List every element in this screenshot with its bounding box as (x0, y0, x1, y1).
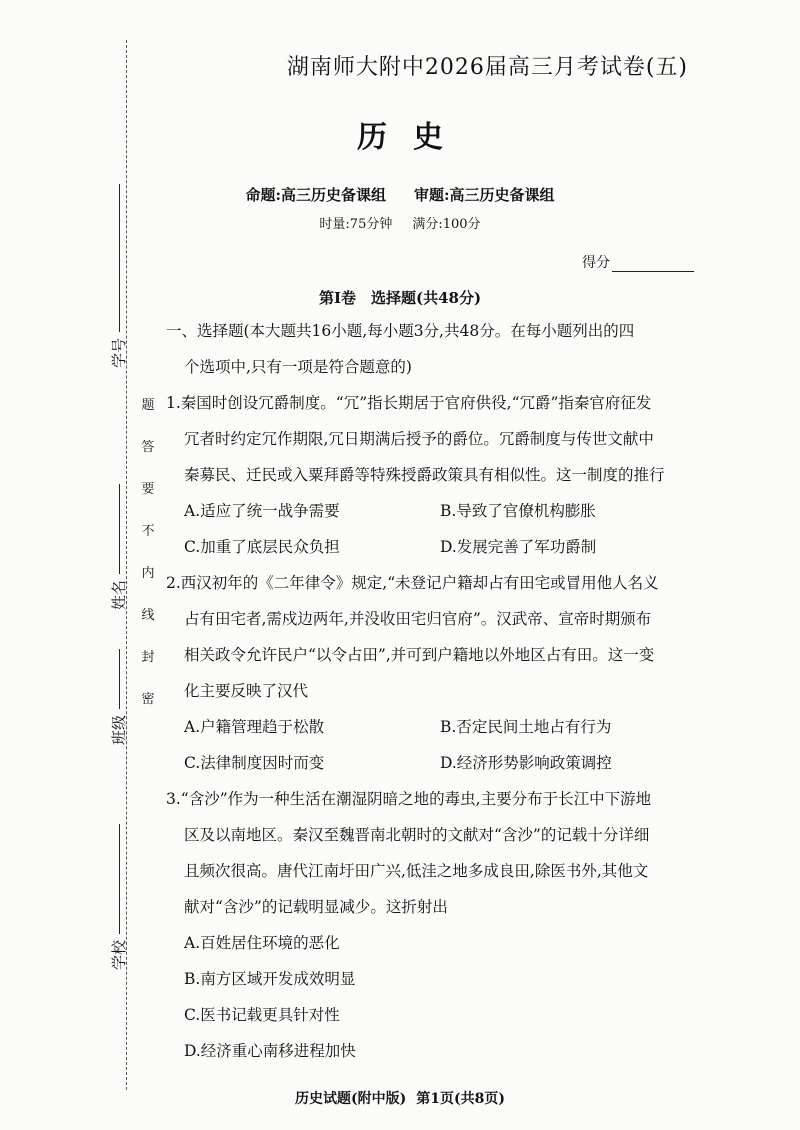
option-c[interactable]: C.法律制度因时而变 (184, 754, 325, 772)
page-footer (0, 1088, 800, 1108)
options-row (166, 709, 696, 745)
exam-title: 湖南师大附中2026届高三月考试卷(五) (286, 55, 688, 80)
binding-margin (0, 0, 160, 1130)
seal-char: 封 (141, 650, 155, 665)
question-stem-line: 且频次很高。唐代江南圩田广兴,低洼之地多成良田,除医书外,其他文 (184, 862, 649, 880)
options-row (166, 493, 696, 529)
class-field (108, 649, 129, 745)
student-id-label: 学号 (110, 337, 128, 368)
name-field (108, 484, 129, 610)
question-stem-line: 献对“含沙”的记载明显减少。这折射出 (184, 898, 448, 916)
seal-char: 不 (141, 524, 155, 539)
reviewer: 审题:高三历史备课组 (414, 186, 555, 204)
school-blank[interactable] (118, 824, 120, 934)
authors-line (0, 184, 800, 205)
class-label: 班级 (110, 714, 128, 745)
question-stem-line: 冗者时约定冗作期限,冗日期满后授予的爵位。冗爵制度与传世文献中 (184, 430, 654, 448)
student-id-blank[interactable] (118, 184, 120, 332)
option-a[interactable]: A.百姓居住环境的恶化 (184, 934, 340, 952)
seal-char: 题 (141, 398, 155, 413)
seal-char: 线 (141, 608, 155, 623)
proposer: 命题:高三历史备课组 (245, 186, 386, 204)
section-title: 第Ⅰ卷 选择题(共48分) (318, 289, 482, 307)
section-instruction-cont: 个选项中,只有一项是符合题意的) (184, 358, 412, 376)
full-score: 满分:100分 (412, 217, 481, 232)
option-b[interactable]: B.南方区域开发成效明显 (184, 970, 356, 988)
option-b[interactable]: B.导致了官僚机构膨胀 (440, 502, 596, 520)
option-a[interactable]: A.户籍管理趋于松散 (184, 718, 325, 736)
question-stem-line: 秦募民、迁民或入粟拜爵等特殊授爵政策具有相似性。这一制度的推行 (184, 466, 665, 484)
options-row (166, 529, 696, 565)
question-stem-line: 区及以南地区。秦汉至魏晋南北朝时的文献对“含沙”的记载十分详细 (184, 826, 650, 844)
school-label: 学校 (110, 939, 128, 970)
options-row (166, 745, 696, 781)
student-id-field (108, 184, 129, 368)
option-c[interactable]: C.医书记载更具针对性 (184, 1006, 340, 1024)
exam-info-line (0, 213, 800, 232)
option-d[interactable]: D.经济重心南移进程加快 (184, 1042, 356, 1060)
score-label: 得分 (582, 255, 610, 271)
page-number: 第1页(共8页) (416, 1091, 505, 1107)
question-2 (166, 565, 696, 781)
option-c[interactable]: C.加重了底层民众负担 (184, 538, 340, 556)
section-instruction: 一、选择题(本大题共16小题,每小题3分,共48分。在每小题列出的四 (166, 322, 635, 340)
question-stem-line: 相关政令允许民户“以令占田”,并可到户籍地以外地区占有田。这一变 (184, 646, 655, 664)
question-1 (166, 385, 696, 565)
question-stem-line: 3.“含沙”作为一种生活在潮湿阴暗之地的毒虫,主要分布于长江中下游地 (166, 790, 652, 808)
subject-title: 历史 (357, 120, 469, 155)
option-d[interactable]: D.经济形势影响政策调控 (440, 754, 612, 772)
option-d[interactable]: D.发展完善了军功爵制 (440, 538, 597, 556)
question-3 (166, 781, 696, 1069)
paper-name: 历史试题(附中版) (295, 1091, 407, 1107)
score-field (582, 252, 694, 272)
name-label: 姓名 (110, 579, 128, 610)
seal-char: 答 (141, 440, 155, 455)
name-blank[interactable] (118, 484, 120, 574)
question-stem-line: 1.秦国时创设冗爵制度。“冗”指长期居于官府供役,“冗爵”指秦官府征发 (166, 394, 652, 412)
option-a[interactable]: A.适应了统一战争需要 (184, 502, 340, 520)
question-stem-line: 占有田宅者,需戍边两年,并没收田宅归官府”。汉武帝、宣帝时期颁布 (184, 610, 652, 628)
school-field (108, 824, 129, 970)
question-area (166, 313, 696, 1069)
seal-char: 内 (141, 566, 155, 581)
question-stem-line: 2.西汉初年的《二年律令》规定,“未登记户籍却占有田宅或冒用他人名义 (166, 574, 659, 592)
duration: 时量:75分钟 (319, 217, 393, 232)
seal-char: 要 (141, 482, 155, 497)
seal-warning (138, 385, 158, 721)
option-b[interactable]: B.否定民间土地占有行为 (440, 718, 612, 736)
class-blank[interactable] (118, 649, 120, 709)
score-blank[interactable] (612, 257, 694, 272)
seal-char: 密 (141, 692, 155, 707)
question-stem-line: 化主要反映了汉代 (184, 682, 309, 700)
